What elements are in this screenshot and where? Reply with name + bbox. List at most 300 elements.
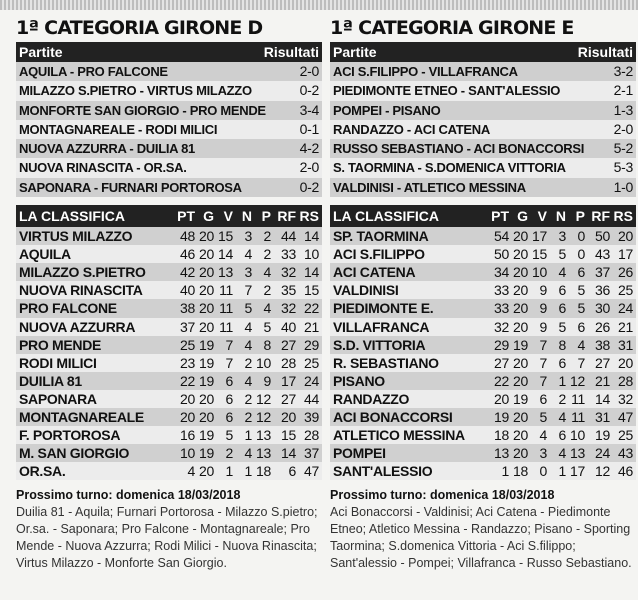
stat-cell: 20 — [513, 409, 528, 426]
team-name: PRO MENDE — [19, 336, 102, 353]
standings-col-header: V — [223, 208, 233, 225]
stat-cell: 7 — [539, 372, 547, 389]
stat-cell: 44 — [304, 390, 319, 407]
stat-cell: 0 — [577, 246, 585, 263]
stat-cell: 42 — [180, 264, 195, 281]
stat-cell: 24 — [618, 300, 633, 317]
stat-cell: 20 — [199, 228, 214, 245]
stat-cell: 28 — [304, 427, 319, 444]
match-teams: MONFORTE SAN GIORGIO - PRO MENDE — [19, 102, 266, 118]
team-name: MILAZZO S.PIETRO — [19, 264, 146, 281]
stat-cell: 19 — [199, 427, 214, 444]
section-title — [330, 14, 636, 42]
stat-cell: 20 — [618, 354, 633, 371]
spacer — [330, 197, 636, 205]
team-name: AQUILA — [19, 246, 71, 263]
stat-cell: 5 — [244, 300, 252, 317]
standings-col-header: N — [241, 208, 252, 225]
match-row — [16, 120, 322, 139]
stat-cell: 6 — [539, 390, 547, 407]
match-teams: NUOVA AZZURRA - DUILIA 81 — [19, 141, 195, 157]
stat-cell: 4 — [244, 445, 252, 462]
stat-cell: 3 — [558, 228, 566, 245]
stat-cell: 4 — [558, 445, 566, 462]
stat-cell: 4 — [244, 246, 252, 263]
stat-cell: 4 — [577, 336, 585, 353]
stat-cell: 17 — [281, 372, 296, 389]
stat-cell: 15 — [532, 246, 547, 263]
results-header — [16, 42, 322, 62]
girone-e-section — [330, 14, 636, 572]
stat-cell: 2 — [263, 246, 271, 263]
team-name: RANDAZZO — [333, 390, 410, 407]
stat-cell: 11 — [571, 390, 585, 407]
match-teams: AQUILA - PRO FALCONE — [19, 64, 168, 79]
stat-cell: 48 — [180, 228, 195, 245]
stat-cell: 4 — [558, 264, 566, 281]
stat-cell: 6 — [577, 264, 585, 281]
match-score: 1-3 — [613, 101, 633, 118]
stat-cell: 27 — [494, 354, 509, 371]
stat-cell: 5 — [558, 246, 566, 263]
standings-row — [330, 426, 636, 444]
stat-cell: 12 — [595, 463, 610, 480]
stat-cell: 21 — [304, 318, 319, 335]
standings-row — [16, 354, 322, 372]
stat-cell: 9 — [263, 372, 271, 389]
standings-table — [330, 227, 636, 480]
stat-cell: 4 — [244, 336, 252, 353]
stat-cell: 0 — [577, 228, 585, 245]
standings-row — [16, 245, 322, 263]
match-row — [16, 139, 322, 158]
stat-cell: 25 — [304, 354, 319, 371]
stat-cell: 6 — [558, 354, 566, 371]
stat-cell: 13 — [218, 264, 233, 281]
stat-cell: 5 — [577, 282, 585, 299]
standings-row — [16, 408, 322, 426]
stat-cell: 40 — [180, 282, 195, 299]
stat-cell: 6 — [225, 409, 233, 426]
match-list — [330, 62, 636, 197]
stat-cell: 25 — [618, 427, 633, 444]
next-round-fixtures: Duilia 81 - Aquila; Furnari Portorosa - Milazzo S.pietro; Or.sa. - Saponara; Pro Falcone - Montagnareale; Pro Mende - Nuova Azzurra; Rodi Milici - Nuova Rinascita; Virtus Milazzo - Monforte San Giorgio. — [16, 505, 318, 571]
standings-row — [330, 299, 636, 317]
stat-cell: 20 — [513, 300, 528, 317]
stat-cell: 39 — [304, 409, 319, 426]
stat-cell: 38 — [180, 300, 195, 317]
team-name: PIEDIMONTE E. — [333, 300, 434, 317]
match-teams: S. TAORMINA - S.DOMENICA VITTORIA — [333, 160, 566, 176]
standings-header — [16, 205, 322, 227]
stat-cell: 25 — [180, 336, 195, 353]
standings-col-header: RF — [591, 208, 610, 225]
stat-cell: 50 — [494, 246, 509, 263]
stat-cell: 10 — [532, 264, 547, 281]
standings-row — [16, 227, 322, 245]
stat-cell: 22 — [180, 372, 195, 389]
standings-row — [330, 372, 636, 390]
match-score: 0-1 — [299, 120, 319, 137]
stat-cell: 32 — [281, 300, 296, 317]
team-name: ACI BONACCORSI — [333, 409, 453, 426]
team-name: NUOVA AZZURRA — [19, 318, 136, 335]
standings-row — [330, 227, 636, 245]
match-score: 5-3 — [613, 159, 633, 176]
standings-row — [330, 462, 636, 480]
stat-cell: 6 — [225, 372, 233, 389]
match-list — [16, 62, 322, 197]
match-score: 3-4 — [299, 101, 319, 118]
stat-cell: 16 — [180, 427, 195, 444]
stat-cell: 7 — [244, 282, 252, 299]
stat-cell: 28 — [281, 354, 296, 371]
stat-cell: 3 — [244, 228, 252, 245]
stat-cell: 14 — [304, 228, 319, 245]
stat-cell: 11 — [219, 282, 233, 299]
stat-cell: 14 — [595, 390, 610, 407]
match-teams: RANDAZZO - ACI CATENA — [333, 121, 490, 137]
stat-cell: 9 — [539, 318, 547, 335]
team-name: VALDINISI — [333, 282, 399, 299]
stat-cell: 18 — [494, 427, 509, 444]
match-teams: NUOVA RINASCITA - OR.SA. — [19, 160, 187, 176]
team-name: MONTAGNAREALE — [19, 409, 144, 426]
stat-cell: 2 — [225, 445, 233, 462]
stat-cell: 24 — [304, 372, 319, 389]
stat-cell: 19 — [199, 372, 214, 389]
standings-row — [16, 318, 322, 336]
stat-cell: 13 — [570, 445, 585, 462]
stat-cell: 15 — [218, 228, 233, 245]
top-strip — [0, 0, 638, 10]
standings-col-header: G — [203, 208, 214, 225]
stat-cell: 20 — [513, 427, 528, 444]
match-row — [330, 158, 636, 177]
stat-cell: 47 — [618, 409, 633, 426]
stat-cell: 20 — [199, 318, 214, 335]
stat-cell: 4 — [263, 300, 271, 317]
standings-col-header: LA CLASSIFICA — [19, 208, 126, 225]
stat-cell: 19 — [513, 336, 528, 353]
stat-cell: 20 — [513, 318, 528, 335]
match-row — [16, 178, 322, 197]
stat-cell: 9 — [539, 282, 547, 299]
match-row — [330, 101, 636, 120]
standings-row — [16, 462, 322, 480]
stat-cell: 30 — [595, 300, 610, 317]
stat-cell: 0 — [539, 463, 547, 480]
match-teams: RUSSO SEBASTIANO - ACI BONACCORSI — [333, 141, 585, 157]
stat-cell: 2 — [244, 409, 252, 426]
stat-cell: 47 — [304, 463, 319, 480]
stat-cell: 1 — [225, 463, 233, 480]
match-score: 2-0 — [299, 63, 319, 79]
match-score: 5-2 — [613, 140, 633, 157]
stat-cell: 20 — [513, 228, 528, 245]
stat-cell: 20 — [180, 409, 195, 426]
stat-cell: 12 — [570, 372, 585, 389]
standings-header — [330, 205, 636, 227]
stat-cell: 5 — [539, 409, 547, 426]
stat-cell: 20 — [281, 409, 296, 426]
stat-cell: 3 — [539, 445, 547, 462]
stat-cell: 2 — [244, 390, 252, 407]
stat-cell: 25 — [618, 282, 633, 299]
team-name: DUILIA 81 — [19, 372, 82, 389]
match-row — [16, 81, 322, 100]
stat-cell: 14 — [304, 264, 319, 281]
team-name: ACI CATENA — [333, 264, 416, 281]
stat-cell: 10 — [180, 445, 195, 462]
next-round-fixtures: Aci Bonaccorsi - Valdinisi; Aci Catena - Piedimonte Etneo; Atletico Messina - Randazzo; Pisano - Sporting Taormina; S.domenica Vittoria - Aci S.filippo; Sant'alessio - Pompei; Villafranca - Russo Sebastiano. — [330, 505, 632, 571]
stat-cell: 46 — [618, 463, 633, 480]
team-name: VIRTUS MILAZZO — [19, 228, 133, 245]
standings-row — [330, 390, 636, 408]
standings-row — [330, 408, 636, 426]
stat-cell: 14 — [218, 246, 233, 263]
header-risultati: Risultati — [263, 44, 319, 60]
stat-cell: 13 — [256, 427, 271, 444]
standings-col-header: P — [575, 208, 585, 225]
stat-cell: 6 — [558, 427, 566, 444]
stat-cell: 35 — [281, 282, 296, 299]
stat-cell: 20 — [513, 246, 528, 263]
header-risultati: Risultati — [577, 44, 633, 60]
stat-cell: 20 — [199, 409, 214, 426]
stat-cell: 33 — [494, 300, 509, 317]
stat-cell: 11 — [219, 318, 233, 335]
stat-cell: 20 — [513, 354, 528, 371]
stat-cell: 19 — [199, 336, 214, 353]
stat-cell: 44 — [281, 228, 296, 245]
girone-d-section — [16, 14, 322, 572]
standings-col-header: P — [261, 208, 271, 225]
team-name: R. SEBASTIANO — [333, 354, 439, 371]
match-row — [16, 101, 322, 120]
stat-cell: 21 — [595, 372, 610, 389]
section-title — [16, 14, 322, 42]
stat-cell: 32 — [618, 390, 633, 407]
stat-cell: 20 — [618, 228, 633, 245]
stat-cell: 6 — [558, 282, 566, 299]
team-name: PRO FALCONE — [19, 300, 117, 317]
team-name: PISANO — [333, 372, 385, 389]
stat-cell: 13 — [494, 445, 509, 462]
stat-cell: 7 — [539, 354, 547, 371]
stat-cell: 31 — [618, 336, 633, 353]
title-text: CATEGORIA GIRONE D — [44, 17, 263, 39]
stat-cell: 19 — [494, 409, 509, 426]
stat-cell: 8 — [558, 336, 566, 353]
stat-cell: 2 — [244, 354, 252, 371]
stat-cell: 7 — [577, 354, 585, 371]
match-score: 1-0 — [613, 178, 633, 195]
standings-row — [16, 263, 322, 281]
title-text: CATEGORIA GIRONE E — [358, 17, 574, 39]
team-name: SP. TAORMINA — [333, 228, 429, 245]
match-teams: POMPEI - PISANO — [333, 102, 441, 118]
team-name: NUOVA RINASCITA — [19, 282, 143, 299]
match-score: 0-2 — [299, 178, 319, 195]
standings-row — [16, 390, 322, 408]
stat-cell: 18 — [513, 463, 528, 480]
stat-cell: 19 — [199, 445, 214, 462]
stat-cell: 50 — [595, 228, 610, 245]
standings-row — [330, 318, 636, 336]
stat-cell: 12 — [256, 409, 271, 426]
stat-cell: 36 — [595, 282, 610, 299]
match-teams: VALDINISI - ATLETICO MESSINA — [333, 179, 526, 195]
stat-cell: 5 — [577, 300, 585, 317]
team-name: POMPEI — [333, 445, 386, 462]
stat-cell: 2 — [263, 228, 271, 245]
match-score: 2-1 — [613, 82, 633, 99]
next-round — [330, 487, 636, 572]
stat-cell: 1 — [558, 372, 566, 389]
team-name: OR.SA. — [19, 463, 66, 480]
stat-cell: 6 — [558, 300, 566, 317]
stat-cell: 22 — [494, 372, 509, 389]
stat-cell: 20 — [513, 372, 528, 389]
results-header — [330, 42, 636, 62]
stat-cell: 20 — [513, 264, 528, 281]
team-name: SAPONARA — [19, 390, 97, 407]
stat-cell: 37 — [304, 445, 319, 462]
standings-col-header: RS — [613, 208, 633, 225]
stat-cell: 29 — [304, 336, 319, 353]
standings-row — [16, 281, 322, 299]
title-ordinal: 1ª — [16, 17, 39, 39]
match-score: 2-0 — [299, 159, 319, 176]
stat-cell: 19 — [513, 390, 528, 407]
standings-row — [16, 372, 322, 390]
standings-row — [16, 299, 322, 317]
stat-cell: 2 — [558, 390, 566, 407]
standings-row — [16, 426, 322, 444]
stat-cell: 10 — [304, 246, 319, 263]
stat-cell: 33 — [281, 246, 296, 263]
standings-row — [330, 336, 636, 354]
standings-row — [330, 245, 636, 263]
stat-cell: 43 — [618, 445, 633, 462]
stat-cell: 4 — [187, 463, 195, 480]
stat-cell: 12 — [256, 390, 271, 407]
stat-cell: 27 — [281, 390, 296, 407]
stat-cell: 4 — [558, 409, 566, 426]
stat-cell: 34 — [494, 264, 509, 281]
stat-cell: 29 — [494, 336, 509, 353]
team-name: ACI S.FILIPPO — [333, 246, 425, 263]
stat-cell: 13 — [256, 445, 271, 462]
stat-cell: 20 — [199, 246, 214, 263]
team-name: RODI MILICI — [19, 354, 97, 371]
stat-cell: 27 — [281, 336, 296, 353]
stat-cell: 20 — [199, 463, 214, 480]
stat-cell: 7 — [539, 336, 547, 353]
stat-cell: 20 — [199, 282, 214, 299]
stat-cell: 27 — [595, 354, 610, 371]
stat-cell: 38 — [595, 336, 610, 353]
stat-cell: 20 — [494, 390, 509, 407]
stat-cell: 19 — [199, 354, 214, 371]
standings-col-header: G — [517, 208, 528, 225]
stat-cell: 19 — [595, 427, 610, 444]
standings-col-header: RS — [299, 208, 319, 225]
stat-cell: 37 — [595, 264, 610, 281]
standings-row — [330, 263, 636, 281]
next-round-heading: Prossimo turno: domenica 18/03/2018 — [330, 488, 555, 503]
standings-col-header: V — [537, 208, 547, 225]
stat-cell: 6 — [225, 390, 233, 407]
header-partite: Partite — [333, 44, 377, 60]
stat-cell: 2 — [263, 282, 271, 299]
stat-cell: 4 — [539, 427, 547, 444]
stat-cell: 32 — [494, 318, 509, 335]
stat-cell: 46 — [180, 246, 195, 263]
stat-cell: 54 — [494, 228, 509, 245]
standings-row — [330, 354, 636, 372]
team-name: ATLETICO MESSINA — [333, 427, 465, 444]
stat-cell: 28 — [618, 372, 633, 389]
stat-cell: 20 — [513, 282, 528, 299]
stat-cell: 14 — [281, 445, 296, 462]
stat-cell: 31 — [595, 409, 610, 426]
stat-cell: 10 — [570, 427, 585, 444]
stat-cell: 4 — [244, 318, 252, 335]
title-ordinal: 1ª — [330, 17, 353, 39]
stat-cell: 17 — [532, 228, 547, 245]
next-round — [16, 487, 322, 572]
stat-cell: 26 — [618, 264, 633, 281]
stat-cell: 7 — [225, 354, 233, 371]
stat-cell: 24 — [595, 445, 610, 462]
stat-cell: 5 — [263, 318, 271, 335]
stat-cell: 11 — [219, 300, 233, 317]
team-name: F. PORTOROSA — [19, 427, 121, 444]
match-score: 4-2 — [299, 140, 319, 157]
match-teams: ACI S.FILIPPO - VILLAFRANCA — [333, 64, 518, 79]
stat-cell: 15 — [281, 427, 296, 444]
stat-cell: 1 — [558, 463, 566, 480]
match-row — [330, 178, 636, 197]
team-name: VILLAFRANCA — [333, 318, 430, 335]
stat-cell: 6 — [577, 318, 585, 335]
stat-cell: 11 — [571, 409, 585, 426]
standings-row — [330, 444, 636, 462]
stat-cell: 40 — [281, 318, 296, 335]
stat-cell: 43 — [595, 246, 610, 263]
match-row — [330, 62, 636, 81]
match-score: 3-2 — [613, 63, 633, 79]
stat-cell: 7 — [225, 336, 233, 353]
stat-cell: 1 — [501, 463, 509, 480]
stat-cell: 20 — [199, 300, 214, 317]
stat-cell: 17 — [618, 246, 633, 263]
standings-col-header: LA CLASSIFICA — [333, 208, 440, 225]
stat-cell: 22 — [304, 300, 319, 317]
stat-cell: 20 — [513, 445, 528, 462]
stat-cell: 20 — [180, 390, 195, 407]
team-name: M. SAN GIORGIO — [19, 445, 130, 462]
stat-cell: 10 — [256, 354, 271, 371]
stat-cell: 8 — [263, 336, 271, 353]
stat-cell: 18 — [256, 463, 271, 480]
next-round-heading: Prossimo turno: domenica 18/03/2018 — [16, 488, 241, 503]
match-teams: SAPONARA - FURNARI PORTOROSA — [19, 179, 242, 195]
stat-cell: 17 — [570, 463, 585, 480]
stat-cell: 1 — [244, 427, 252, 444]
